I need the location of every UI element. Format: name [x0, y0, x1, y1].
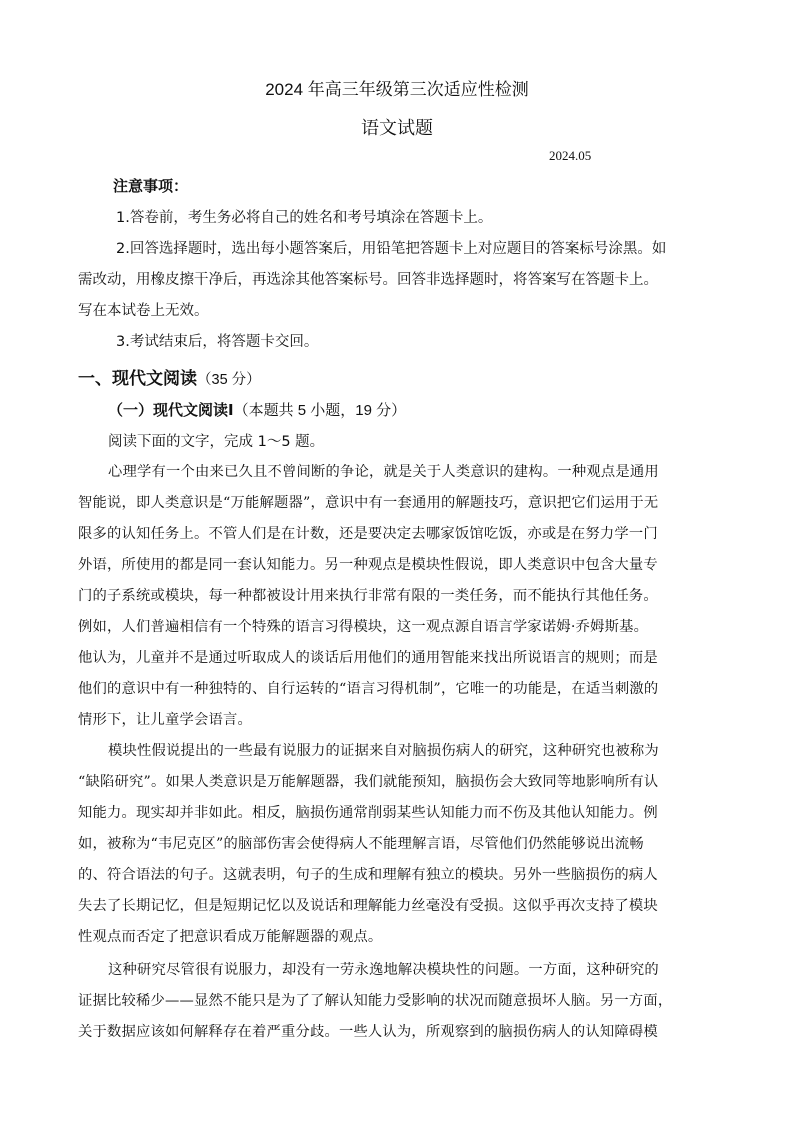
passage-line: 性观点而否定了把意识看成万能解题器的观点。	[78, 929, 383, 945]
passage-line: 失去了长期记忆，但是短期记忆以及说话和理解能力丝毫没有受损。这似乎再次支持了模块	[78, 898, 658, 914]
notice-line: 1.答卷前，考生务必将自己的姓名和考号填涂在答题卡上。	[116, 210, 493, 226]
section-heading	[78, 364, 261, 389]
notice-line: 写在本试卷上无效。	[78, 303, 209, 319]
passage-line: 外语，所使用的都是同一套认知能力。另一种观点是模块性假说，即人类意识中包含大量专	[78, 557, 658, 573]
passage-line: 他认为，儿童并不是通过听取成人的谈话后用他们的通用智能来找出所说语言的规则；而是	[78, 650, 658, 666]
passage-line: 门的子系统或模块，每一种都被设计用来执行非常有限的一类任务，而不能执行其他任务。	[78, 588, 658, 604]
passage-line: “缺陷研究”。如果人类意识是万能解题器，我们就能预知，脑损伤会大致同等地影响所有认	[78, 774, 659, 790]
passage-line: 情形下，让儿童学会语言。	[78, 712, 252, 728]
notice-line: 2.回答选择题时，选出每小题答案后，用铅笔把答题卡上对应题目的答案标号涂黑。如	[116, 241, 667, 257]
exam-title: 2024 年高三年级第三次适应性检测	[265, 80, 529, 99]
notice-line: 需改动，用橡皮擦干净后，再选涂其他答案标号。回答非选择题时，将答案写在答题卡上。	[78, 272, 658, 288]
reading-instruction: 阅读下面的文字，完成 1～5 题。	[108, 434, 325, 450]
passage-line: 他们的意识中有一种独特的、自行运转的“语言习得机制”，它唯一的功能是，在适当刺激的	[78, 681, 659, 697]
subsection-heading	[108, 399, 406, 420]
passage-line: 证据比较稀少——显然不能只是为了了解认知能力受影响的状况而随意损坏人脑。另一方面，	[78, 993, 673, 1009]
passage-line: 关于数据应该如何解释存在着严重分歧。一些人认为，所观察到的脑损伤病人的认知障碍模	[78, 1024, 658, 1040]
exam-subject-title: 语文试题	[361, 118, 433, 138]
notice-line: 3.考试结束后，将答题卡交回。	[116, 334, 319, 350]
passage-line: 如，被称为“韦尼克区”的脑部伤害会使得病人不能理解言语，尽管他们仍然能够说出流畅	[78, 836, 644, 852]
section-title: 一、现代文阅读	[78, 369, 197, 388]
passage-line: 智能说，即人类意识是“万能解题器”，意识中有一套通用的解题技巧，意识把它们运用于无	[78, 495, 659, 511]
subsection-note: （本题共 5 小题，19 分）	[233, 402, 407, 419]
subsection-title: （一）现代文阅读Ⅰ	[108, 402, 234, 419]
passage-line: 的、符合语法的句子。这就表明，句子的生成和理解有独立的模块。另外一些脑损伤的病人	[78, 867, 658, 883]
section-score: （35 分）	[197, 372, 261, 388]
exam-date: 2024.05	[549, 148, 592, 163]
passage-line: 心理学有一个由来已久且不曾间断的争论，就是关于人类意识的建构。一种观点是通用	[108, 464, 659, 480]
passage-line: 限多的认知任务上。不管人们是在计数，还是要决定去哪家饭馆吃饭，亦或是在努力学一门	[78, 526, 658, 542]
passage-line: 例如，人们普遍相信有一个特殊的语言习得模块，这一观点源自语言学家诺姆·乔姆斯基。	[78, 619, 649, 635]
passage-line: 模块性假说提出的一些最有说服力的证据来自对脑损伤病人的研究，这种研究也被称为	[108, 743, 659, 759]
passage-line: 这种研究尽管很有说服力，却没有一劳永逸地解决模块性的问题。一方面，这种研究的	[108, 962, 659, 978]
notice-heading: 注意事项：	[113, 178, 189, 195]
passage-line: 知能力。现实却并非如此。相反，脑损伤通常削弱某些认知能力而不伤及其他认知能力。例	[78, 805, 658, 821]
